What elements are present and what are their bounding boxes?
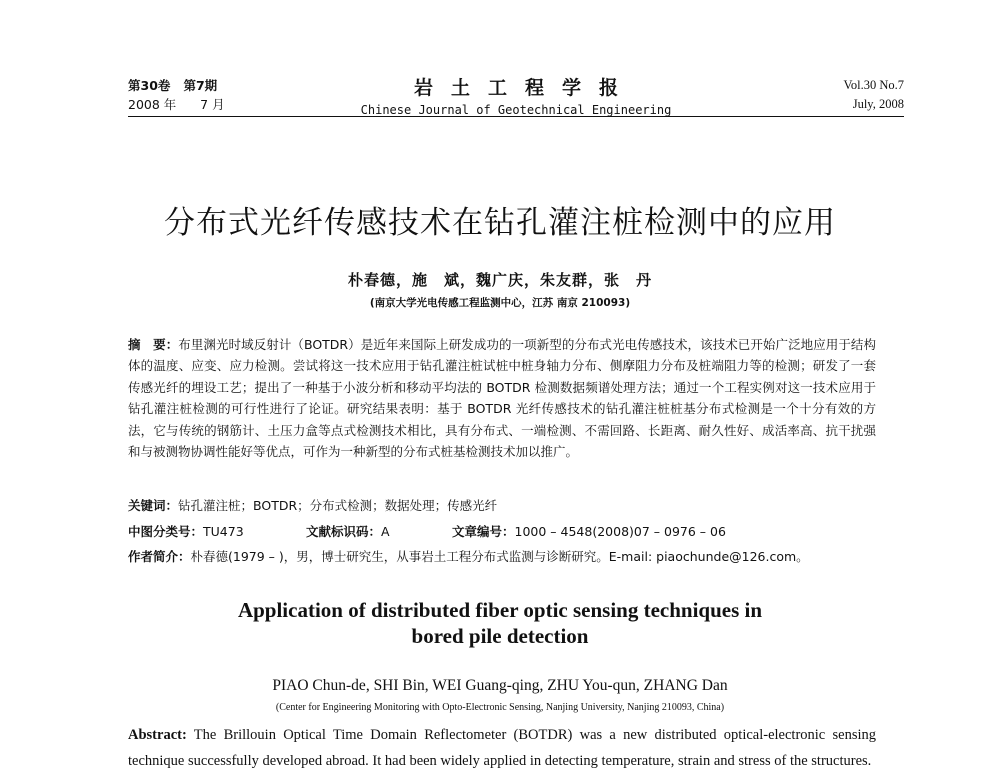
- clc-value: TU473: [203, 524, 244, 539]
- journal-name-cn: 岩土工程学报: [413, 77, 636, 99]
- title-en-line1: Application of distributed fiber optic sensing techniques in: [237, 598, 763, 622]
- issue-cn: 第7期: [183, 78, 218, 93]
- year-cn: 2008 年: [128, 97, 177, 112]
- abstract-text-en: The Brillouin Optical Time Domain Reflectometer (BOTDR) was a new distributed optical-electronic sensing technique successfully developed abroad. It had been widely applied in detecting temperature, strain and stress of the structures.: [128, 727, 876, 769]
- affiliation-cn: (南京大学光电传感工程监测中心，江苏 南京 210093): [369, 297, 631, 309]
- paper-title-cn: 分布式光纤传感技术在钻孔灌注桩检测中的应用: [164, 205, 836, 241]
- journal-name-en: Chinese Journal of Geotechnical Engineering: [360, 103, 672, 117]
- date-en: July, 2008: [852, 97, 904, 111]
- abstract-en: [128, 722, 876, 774]
- abstract-label-en: Abstract:: [128, 727, 187, 743]
- bio-label: 作者简介：: [128, 549, 191, 564]
- journal-header: [128, 76, 904, 116]
- keywords-cn: [128, 496, 888, 516]
- keywords-label: 关键词：: [128, 498, 179, 513]
- doc-code-label: 文献标识码：: [306, 524, 382, 539]
- clc-label: 中图分类号：: [128, 524, 204, 539]
- affiliation-en: (Center for Engineering Monitoring with Opto-Electronic Sensing, Nanjing University, Nanjing 210093, China): [275, 702, 725, 713]
- header-right: [843, 76, 904, 114]
- authors-cn: 朴春德，施 斌，魏广庆，朱友群，张 丹: [347, 271, 652, 289]
- classification-line: [128, 522, 888, 542]
- abstract-label-cn: 摘 要：: [128, 337, 179, 352]
- title-en-line2: bored pile detection: [411, 624, 589, 648]
- article-no-value: 1000 – 4548(2008)07 – 0976 – 06: [514, 524, 726, 539]
- header-center: [128, 73, 904, 117]
- volume-cn: 第30卷: [128, 78, 171, 93]
- volume-en: Vol.30 No.7: [843, 78, 904, 92]
- article-no-label: 文章编号：: [452, 524, 515, 539]
- bio-text: 朴春德(1979 – )，男，博士研究生，从事岩土工程分布式监测与诊断研究。E-mail: piaochunde@126.com。: [190, 549, 809, 564]
- month-cn: 7 月: [200, 97, 225, 112]
- header-rule: [128, 116, 904, 117]
- paper-title-en: [0, 597, 1000, 649]
- author-bio: [128, 547, 888, 567]
- abstract-cn: [128, 334, 876, 462]
- doc-code-value: A: [381, 524, 390, 539]
- authors-en: PIAO Chun-de, SHI Bin, WEI Guang-qing, ZHU You-qun, ZHANG Dan: [272, 677, 728, 694]
- abstract-text-cn: 布里渊光时域反射计（BOTDR）是近年来国际上研发成功的一项新型的分布式光电传感技术，该技术已开始广泛地应用于结构体的温度、应变、应力检测。尝试将这一技术应用于钻孔灌注桩试桩中桩身轴力分布、侧摩阻力分布及桩端阻力等的检测；研发了一套传感光纤的埋设工艺；提出了一种基于小波分析和移动平均法的 BOTDR 检测数据频谱处理方法；通过一个工程实例对这一技术应用于钻孔灌注桩检测的可行性进行了论证。研究结果表明：基于 BOTDR 光纤传感技术的钻孔灌注桩桩基分布式检测是一个十分有效的方法，它与传统的钢筋计、土压力盒等点式检测技术相比，具有分布式、一端检测、不需回路、长距离、耐久性好、成活率高、抗干扰强和与被测物协调性能好等优点，可作为一种新型的分布式桩基检测技术加以推广。: [128, 337, 876, 460]
- keywords-text: 钻孔灌注桩；BOTDR；分布式检测；数据处理；传感光纤: [178, 498, 498, 513]
